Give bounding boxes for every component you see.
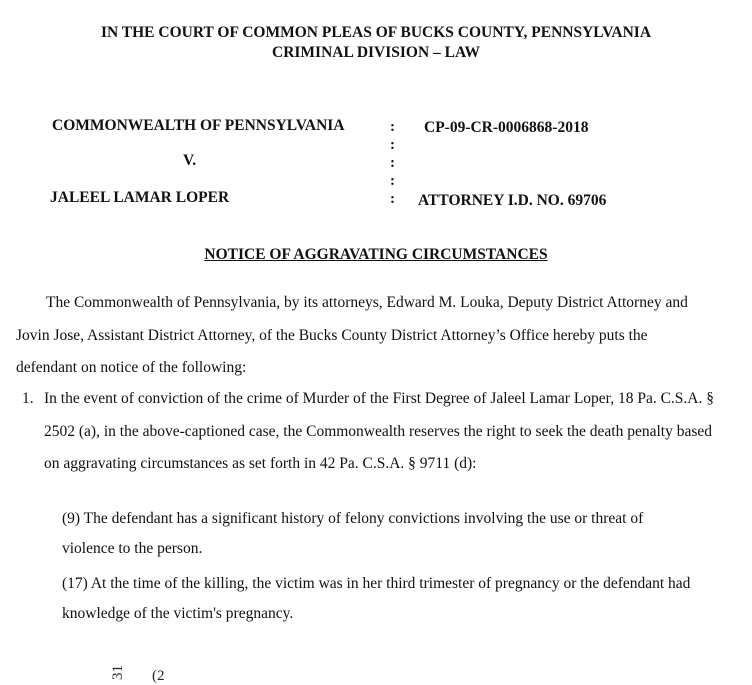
- aggravating-circumstance-9: (9) The defendant has a significant history of felony convictions involving the use or threat of: [62, 510, 644, 527]
- caption-colon: :: [390, 137, 395, 153]
- aggravating-circumstance-17: (17) At the time of the killing, the victim was in her third trimester of pregnancy or the defendant had: [62, 575, 691, 592]
- attorney-id: ATTORNEY I.D. NO. 69706: [418, 192, 607, 209]
- list-item-line: on aggravating circumstances as set forth in 42 Pa. C.S.A. § 9711 (d):: [44, 455, 477, 472]
- caption-colon: :: [390, 155, 395, 171]
- list-item-number: 1.: [22, 390, 34, 407]
- intro-line: The Commonwealth of Pennsylvania, by its attorneys, Edward M. Louka, Deputy District Attorney and: [46, 294, 688, 311]
- caption-versus: V.: [183, 152, 197, 169]
- caption-colon: :: [390, 119, 395, 135]
- case-number: CP-09-CR-0006868-2018: [424, 119, 589, 136]
- caption-colon: :: [390, 191, 395, 207]
- aggravating-circumstance-9: violence to the person.: [62, 540, 203, 557]
- caption-plaintiff: COMMONWEALTH OF PENNSYLVANIA: [52, 117, 345, 134]
- aggravating-circumstance-17: knowledge of the victim's pregnancy.: [62, 605, 294, 622]
- court-heading-line-1: IN THE COURT OF COMMON PLEAS OF BUCKS COUNTY, PENNSYLVANIA: [100, 24, 652, 41]
- list-item-line: 2502 (a), in the above-captioned case, the Commonwealth reserves the right to seek the death penalty based: [44, 423, 712, 440]
- filing-stamp-mark: 31: [110, 665, 126, 680]
- caption-defendant: JALEEL LAMAR LOPER: [50, 189, 230, 206]
- caption-colon: :: [390, 173, 395, 189]
- filing-stamp-mark: (2: [152, 668, 165, 684]
- intro-line: Jovin Jose, Assistant District Attorney, of the Bucks County District Attorney’s Office hereby puts the: [16, 327, 648, 344]
- court-heading-line-2: CRIMINAL DIVISION – LAW: [272, 44, 480, 61]
- intro-line: defendant on notice of the following:: [16, 359, 247, 376]
- list-item-line: In the event of conviction of the crime of Murder of the First Degree of Jaleel Lamar Loper, 18 Pa. C.S.A. §: [44, 390, 714, 407]
- document-title: NOTICE OF AGGRAVATING CIRCUMSTANCES: [204, 246, 548, 263]
